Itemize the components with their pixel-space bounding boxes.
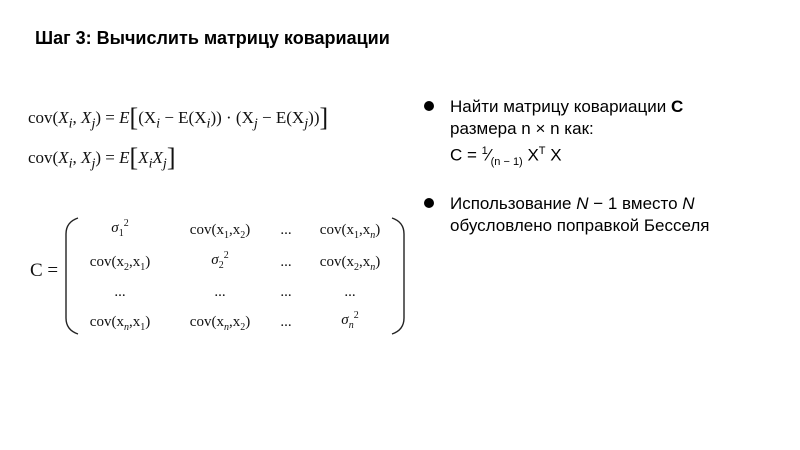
matrix-cell-r4c1: $cov(x_n,x_1)$ (89, 314, 151, 333)
eq1-left-bracket: [ (129, 103, 139, 132)
matrix-cell-r4c3: ... (280, 314, 292, 330)
matrix-cell-r1c3: ... (280, 222, 292, 238)
eq2-x1i: i (148, 155, 153, 172)
bullet-line-1: Использование N − 1 вместо N (450, 194, 695, 214)
eq1-xi: X (58, 108, 69, 127)
matrix-cell-r1c1: $\sigma_1^2$ (111, 218, 129, 239)
matrix-cell-r4c2: $cov(x_n,x_2)$ (189, 314, 251, 333)
matrix-cell-r2c2: $\sigma_2^2$ (211, 250, 229, 271)
eq1-equals: ) = (95, 108, 120, 127)
eq1-body-mid: − E(X (160, 108, 207, 127)
eq1-i: i (68, 115, 73, 132)
matrix-cell-r4c4: $\sigma_n^2$ (341, 310, 359, 331)
eq1-expectation: E (119, 108, 130, 127)
bullet-list (424, 96, 784, 257)
eq1-body-end: )) (308, 108, 320, 127)
eq1-right-bracket: ] (319, 103, 329, 132)
eq1-body-i2: i (206, 115, 211, 132)
bullet-item-bessel-correction (424, 193, 784, 237)
eq2-left-bracket: [ (129, 143, 139, 172)
bullet-dot-icon (424, 101, 434, 111)
eq1-j: j (91, 115, 96, 132)
matrix-cell-r3c1: ... (114, 284, 126, 300)
covariance-matrix (30, 214, 410, 338)
bullet-line-1: Найти матрицу ковариации C (450, 97, 684, 116)
bullet-line-2: размера n × n как: (450, 119, 594, 138)
eq1-body-dot: )) · (X (210, 108, 254, 127)
eq2-cov: cov( (28, 148, 59, 167)
bullet-item-covariance-matrix (424, 96, 784, 173)
matrix-cell-r3c2: ... (214, 284, 226, 300)
eq1-body-j: j (253, 115, 258, 132)
matrix-cell-r2c4: $cov(x_2,x_n)$ (319, 254, 381, 273)
eq1-body-j2: j (304, 115, 309, 132)
eq1-comma: , (72, 108, 82, 127)
eq2-j: j (91, 155, 96, 172)
covariance-definition-formula (28, 103, 329, 132)
slide-title: Шаг 3: Вычислить матрицу ковариации (35, 28, 390, 48)
eq1-body: (X (138, 108, 157, 127)
eq2-xj: X (81, 148, 92, 167)
eq2-x2j: j (162, 155, 167, 172)
matrix-label: C = (30, 260, 59, 281)
bullet-line-3: $C = ^1⁄_{(n - 1)}$ $X^T$ X (450, 145, 562, 169)
eq2-comma: , (72, 148, 82, 167)
eq1-xj: X (81, 108, 92, 127)
matrix-cell-r2c1: $cov(x_2,x_1)$ (89, 254, 151, 273)
eq2-expectation: E (119, 148, 130, 167)
bullet-dot-icon (424, 198, 434, 208)
eq1-body-i: i (156, 115, 161, 132)
eq1-body-mid2: − E(X (257, 108, 305, 127)
matrix-cell-r1c2: $cov(x_1,x_2)$ (189, 222, 251, 241)
covariance-simplified-formula (28, 143, 176, 172)
matrix-cell-r3c3: ... (280, 284, 292, 300)
eq2-x1: X (138, 148, 149, 167)
eq2-i: i (68, 155, 73, 172)
eq2-x2: X (152, 148, 163, 167)
bullet-line-2: обусловлено поправкой Бесселя (450, 216, 710, 236)
matrix-cell-r1c4: $cov(x_1,x_n)$ (319, 222, 381, 241)
eq2-right-bracket: ] (166, 143, 176, 172)
eq2-xi: X (58, 148, 69, 167)
matrix-cell-r3c4: ... (344, 284, 356, 300)
eq1-cov: cov( (28, 108, 59, 127)
eq2-equals: ) = (95, 148, 120, 167)
matrix-cell-r2c3: ... (280, 254, 292, 270)
